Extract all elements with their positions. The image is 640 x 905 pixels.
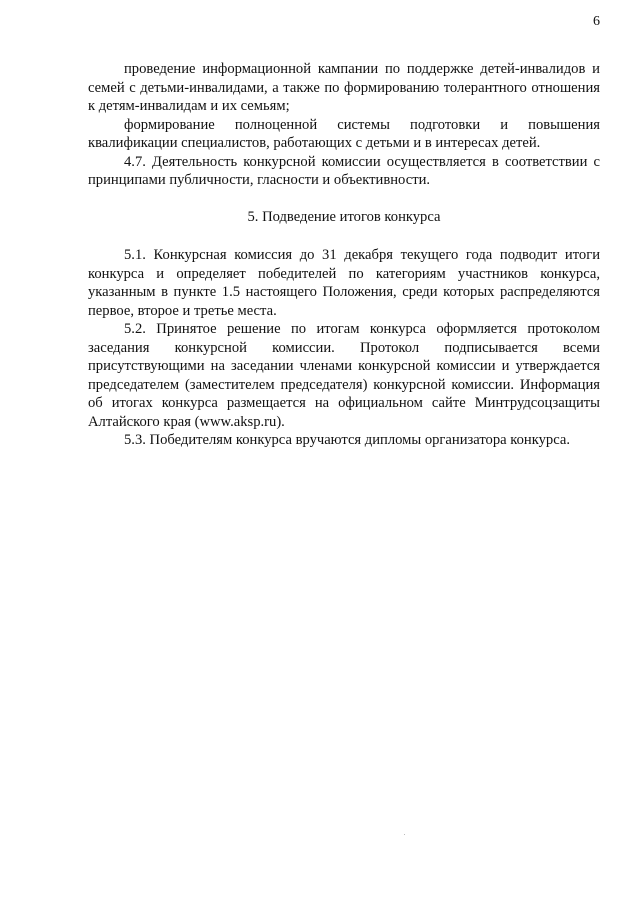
- paragraph-5-2: 5.2. Принятое решение по итогам конкурса оформляется протоколом заседания конкурсной комиссии. Протокол подписывается всеми присутствующими на заседании членами конкурсной комиссии и утверждается председателем (заместителем председателя) конкурсной комиссии. Информация об итогах конкурса размещается на официальном сайте Минтрудсоцзащиты Алтайского края (www.aksp.ru).: [88, 321, 600, 430]
- paragraph-4-7: 4.7. Деятельность конкурсной комиссии осуществляется в соответствии с принципами публичности, гласности и объективности.: [88, 153, 600, 188]
- paragraph-5-1: 5.1. Конкурсная комиссия до 31 декабря текущего года подводит итоги конкурса и определяет победителей по категориям участников конкурса, указанным в пункте 1.5 настоящего Положения, среди которых распределяются первое, второе и третье места.: [88, 247, 600, 319]
- paragraph-training-system: формирование полноценной системы подготовки и повышения квалификации специалистов, работающих с детьми и в интересах детей.: [88, 116, 600, 151]
- paragraph-info-campaign: проведение информационной кампании по поддержке детей-инвалидов и семей с детьми-инвалидами, а также по формированию толерантного отношения к детям-инвалидам и их семьям;: [88, 61, 600, 114]
- scan-speck: [404, 834, 405, 835]
- section-heading: 5. Подведение итогов конкурса: [247, 208, 441, 225]
- document-body: [88, 60, 600, 450]
- paragraph-5-3: 5.3. Победителям конкурса вручаются дипломы организатора конкурса.: [124, 432, 570, 448]
- page-number: 6: [593, 14, 600, 29]
